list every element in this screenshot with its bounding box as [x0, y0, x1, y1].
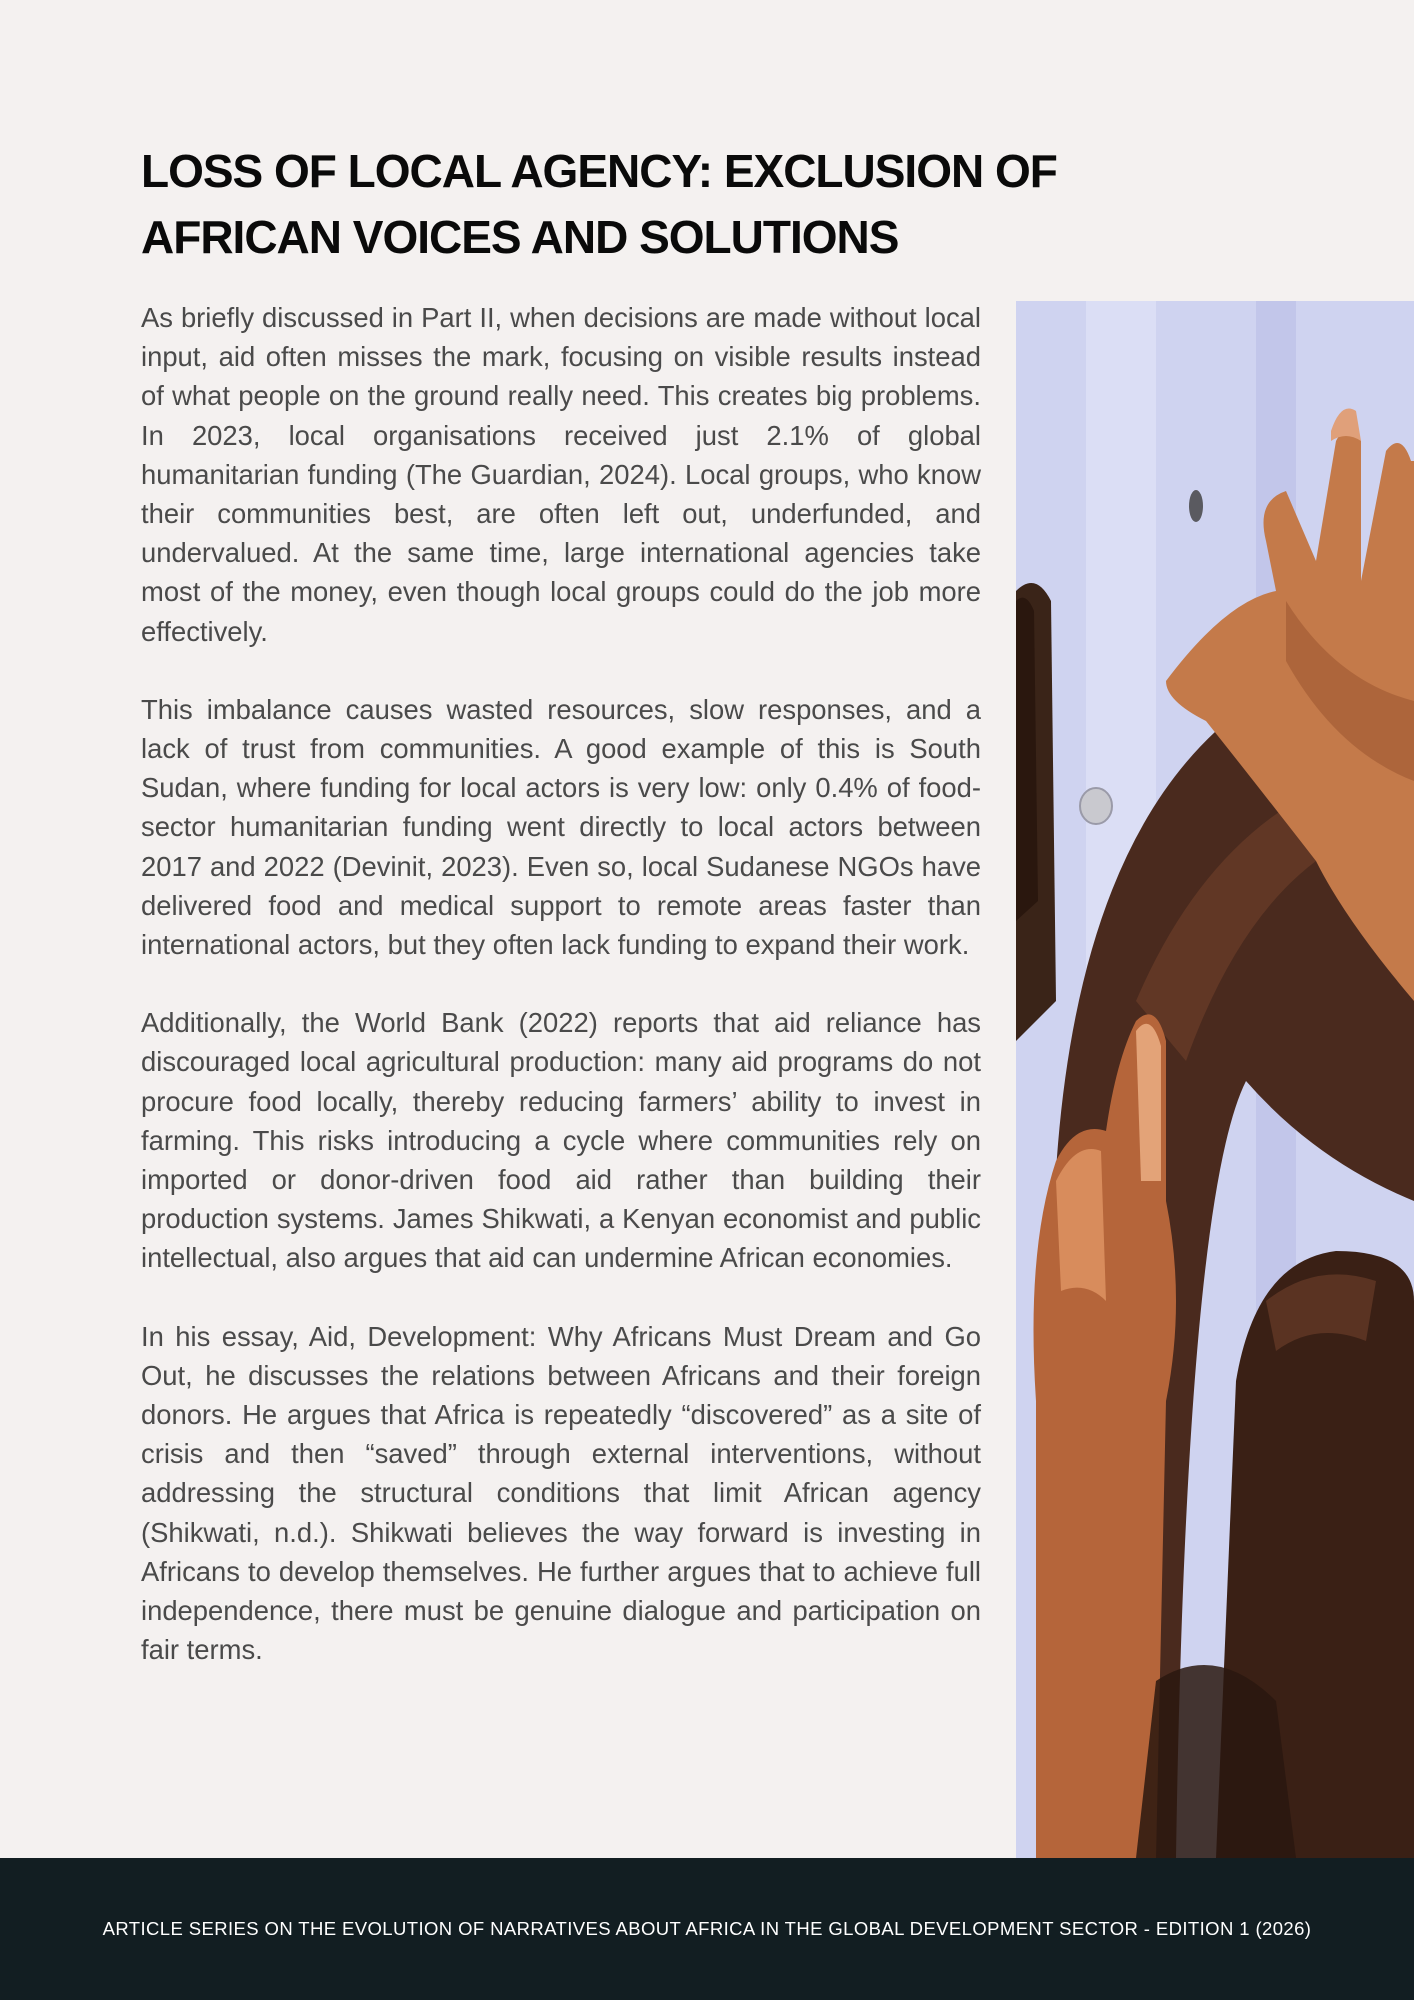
raised-hands-illustration [1016, 301, 1414, 1858]
article-body [141, 298, 981, 1709]
paragraph-3: Additionally, the World Bank (2022) reports that aid reliance has discouraged local agricultural production: many aid programs do not procure food locally, thereby reducing farmers’ ability to invest in farming. This risks introducing a cycle where communities rely on imported or donor-driven food aid rather than building their production systems. James Shikwati, a Kenyan economist and public intellectual, also argues that aid can undermine African economies. [141, 1007, 981, 1274]
paragraph-4: In his essay, Aid, Development: Why Africans Must Dream and Go Out, he discusses the relations between Africans and their foreign donors. He argues that Africa is repeatedly “discovered” as a site of crisis and then “saved” through external interventions, without addressing the structural conditions that limit African agency (Shikwati, n.d.). Shikwati believes the way forward is investing in Africans to develop themselves. He further argues that to achieve full independence, there must be genuine dialogue and participation on fair terms. [141, 1320, 981, 1666]
paragraph-1: As briefly discussed in Part II, when decisions are made without local input, aid often misses the mark, focusing on visible results instead of what people on the ground really need. This creates big problems. In 2023, local organisations received just 2.1% of global humanitarian funding (The Guardian, 2024). Local groups, who know their communities best, are often left out, underfunded, and undervalued. At the same time, large international agencies take most of the money, even though local groups could do the job more effectively. [141, 302, 981, 647]
raised-hands-photo [1016, 301, 1414, 1858]
paragraph-2: This imbalance causes wasted resources, slow responses, and a lack of trust from communities. A good example of this is South Sudan, where funding for local actors is very low: only 0.4% of food-sector humanitarian funding went directly to local actors between 2017 and 2022 (Devinit, 2023). Even so, local Sudanese NGOs have delivered food and medical support to remote areas faster than international actors, but they often lack funding to expand their work. [141, 693, 981, 961]
footer-text: ARTICLE SERIES ON THE EVOLUTION OF NARRATIVES ABOUT AFRICA IN THE GLOBAL DEVELOPMENT SECTOR - EDITION 1 (2026) [102, 1918, 1312, 1939]
page-footer [0, 1858, 1414, 2000]
page-title: LOSS OF LOCAL AGENCY: EXCLUSION OF AFRICAN VOICES AND SOLUTIONS [141, 145, 1057, 263]
